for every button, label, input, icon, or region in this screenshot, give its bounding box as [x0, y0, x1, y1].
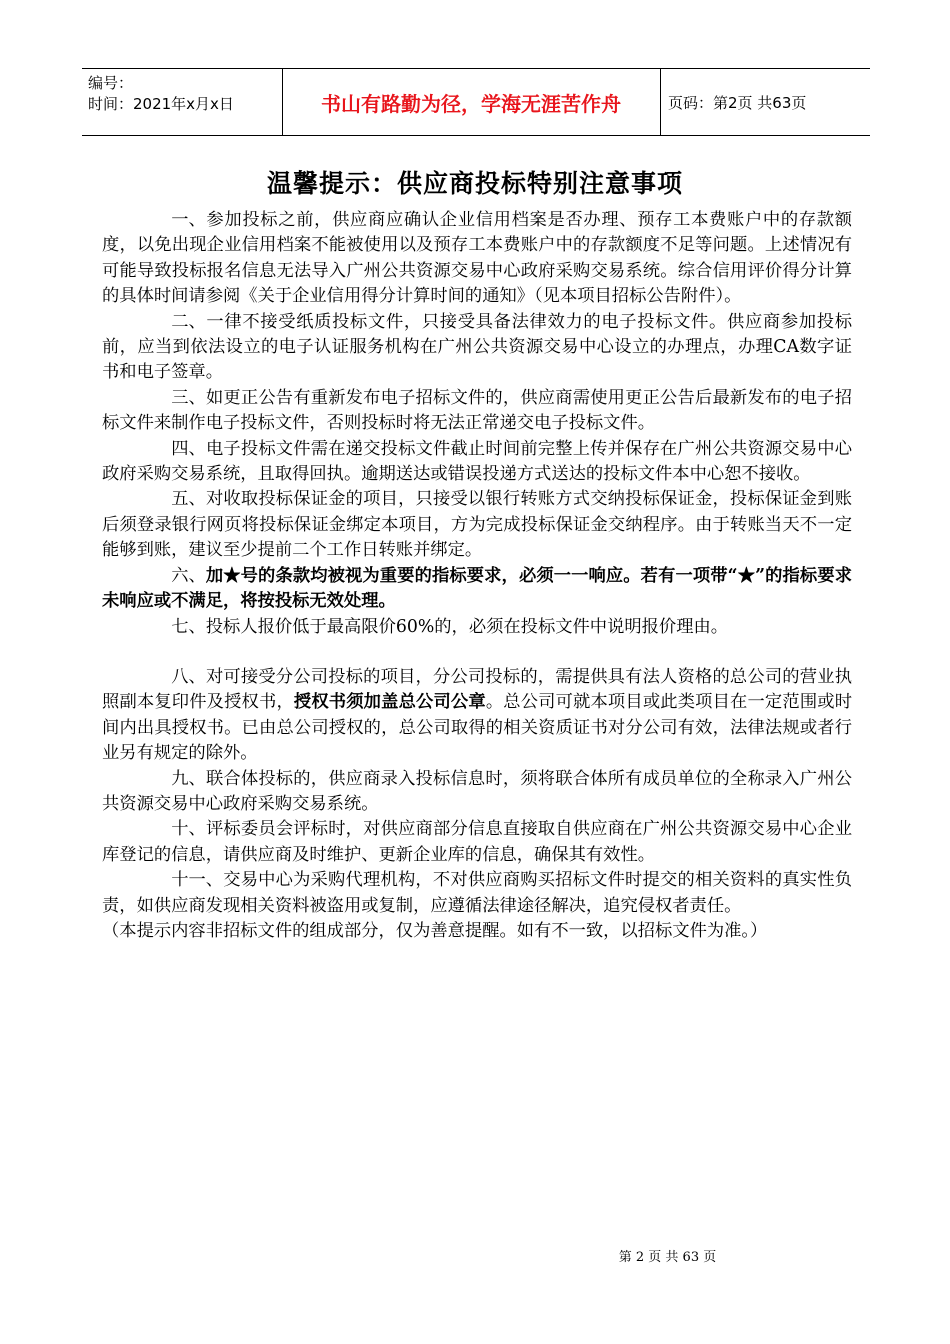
- item-number: 十、: [171, 819, 206, 840]
- header-motto: 书山有路勤为径，学海无涯苦作舟: [321, 91, 621, 116]
- item-text: 评标委员会评标时，对供应商部分信息直接取自供应商在广州公共资源交易中心企业库登记的信息，请供应商及时维护、更新企业库的信息，确保其有效性。: [102, 819, 852, 865]
- notice-item: [102, 487, 852, 563]
- item-number: 十一、: [171, 870, 224, 891]
- item-text: 。总公司可就本项目或此类项目在一定范围或时间内出具授权书。已由总公司授权的，总公司取得的相关资质证书对分公司有效，法律法规或者行业另有规定的除外。: [102, 692, 852, 764]
- item-number: 六、: [171, 565, 206, 586]
- header-divider: [660, 69, 661, 135]
- notice-body: [102, 208, 852, 944]
- item-text: 投标人报价低于最高限价60%的，必须在投标文件中说明报价理由。: [205, 616, 729, 637]
- page-footer: 第 2 页 共 63 页: [618, 1250, 717, 1265]
- notice-item: [102, 868, 852, 919]
- header-page-info: 页码：第2页 共63页: [668, 93, 807, 112]
- notice-item: [102, 386, 852, 437]
- item-number: 五、: [171, 489, 206, 510]
- item-text-bold: 授权书须加盖总公司公章: [293, 692, 486, 713]
- item-text: 联合体投标的，供应商录入投标信息时，须将联合体所有成员单位的全称录入广州公共资源交易中心政府采购交易系统。: [102, 768, 852, 814]
- disclaimer-note: （本提示内容非招标文件的组成部分，仅为善意提醒。如有不一致，以招标文件为准。）: [102, 920, 768, 941]
- header-number-label: 编号：: [88, 74, 134, 92]
- item-number: 三、: [171, 387, 206, 408]
- item-text: 电子投标文件需在递交投标文件截止时间前完整上传并保存在广州公共资源交易中心政府采购交易系统，且取得回执。逾期送达或错误投递方式送达的投标文件本中心恕不接收。: [102, 438, 852, 485]
- notice-item: [102, 665, 852, 767]
- item-number: 九、: [171, 768, 206, 789]
- item-number: 四、: [171, 438, 206, 459]
- item-text-bold: 加★号的条款均被视为重要的指标要求，必须一一响应。若有一项带“★”的指标要求未响应或不满足，将按投标无效处理。: [102, 565, 852, 612]
- notice-item: [102, 817, 852, 868]
- notice-item: [102, 615, 852, 640]
- item-text: 对可接受分公司投标的项目，分公司投标的，需提供具有法人资格的总公司的营业执照副本复印件及授权书，: [102, 666, 852, 713]
- document-header: [82, 68, 870, 136]
- item-text: 对收取投标保证金的项目，只接受以银行转账方式交纳投标保证金，投标保证金到账后须登录银行网页将投标保证金绑定本项目，方为完成投标保证金交纳程序。由于转账当天不一定能够到账，建议至少提前二个工作日转账并绑定。: [102, 489, 852, 561]
- item-text: 如更正公告有重新发布电子招标文件的，供应商需使用更正公告后最新发布的电子招标文件来制作电子投标文件，否则投标时将无法正常递交电子投标文件。: [102, 387, 852, 434]
- item-number: 七、: [171, 616, 206, 637]
- notice-item: [102, 310, 852, 386]
- header-meta: [88, 73, 234, 115]
- item-text: 一律不接受纸质投标文件，只接受具备法律效力的电子投标文件。供应商参加投标前，应当到依法设立的电子认证服务机构在广州公共资源交易中心设立的办理点，办理CA数字证书和电子签章。: [102, 311, 852, 383]
- item-number: 一、: [171, 210, 206, 230]
- header-time-label: 时间：2021年x月x日: [88, 95, 234, 113]
- item-number: 八、: [171, 666, 206, 687]
- item-text: 参加投标之前，供应商应确认企业信用档案是否办理、预存工本费账户中的存款额度，以免出现企业信用档案不能被使用以及预存工本费账户中的存款额度不足等问题。上述情况有可能导致投标报名信息无法导入广州公共资源交易中心政府采购交易系统。综合信用评价得分计算的具体时间请参阅《关于企业信用得分计算时间的通知》（见本项目招标公告附件）。: [102, 210, 852, 307]
- notice-item: [102, 437, 852, 488]
- page-title: 温馨提示：供应商投标特别注意事项: [266, 169, 683, 198]
- notice-item: [102, 208, 852, 310]
- notice-item: [102, 564, 852, 615]
- item-text: 交易中心为采购代理机构，不对供应商购买招标文件时提交的相关资料的真实性负责，如供应商发现相关资料被盗用或复制，应遵循法律途径解决，追究侵权者责任。: [102, 870, 852, 916]
- item-number: 二、: [171, 311, 206, 332]
- notice-item: [102, 767, 852, 818]
